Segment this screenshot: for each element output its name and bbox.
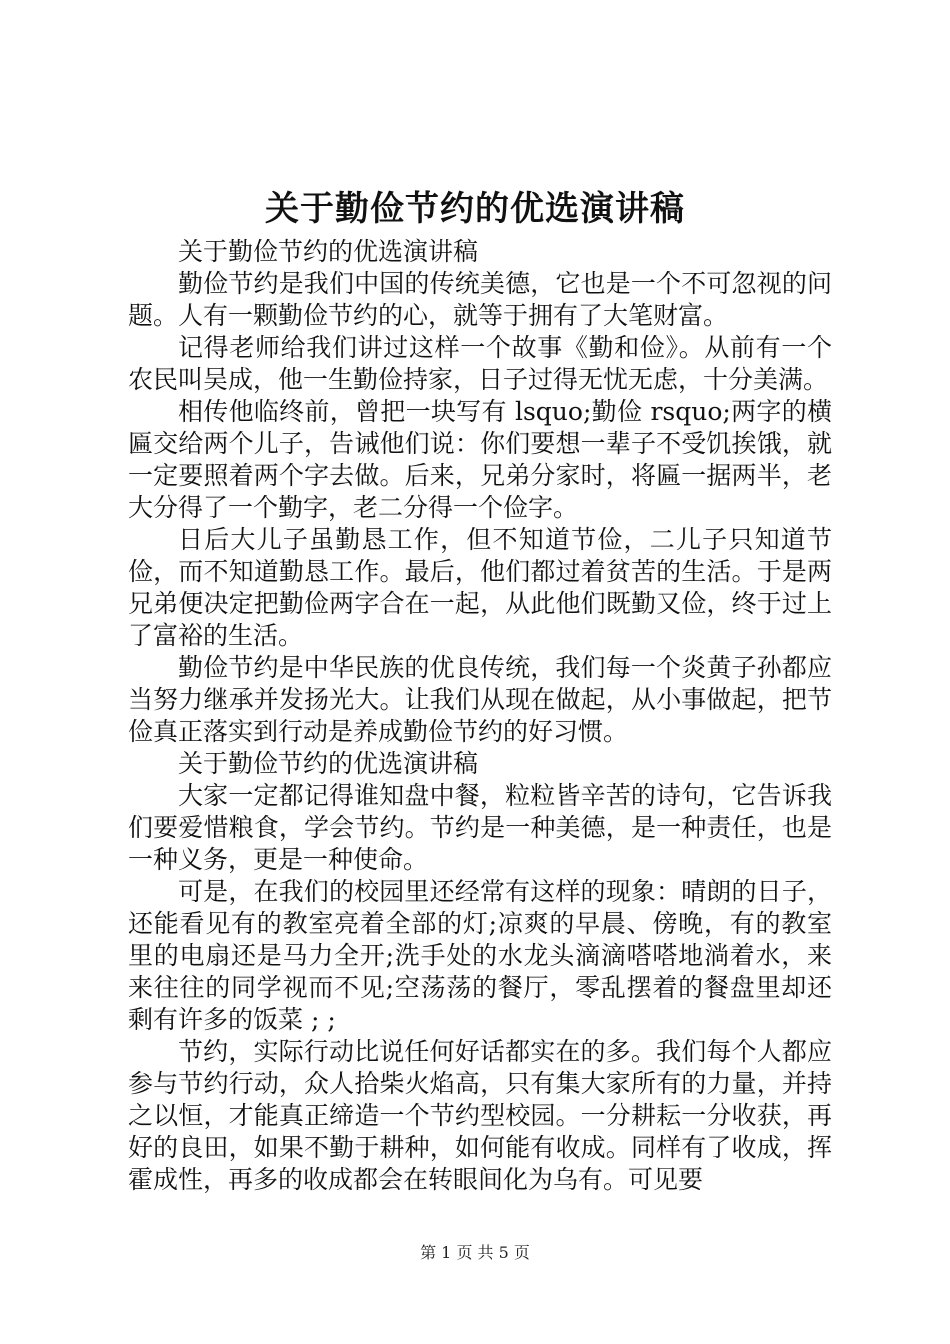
document-title: 关于勤俭节约的优选演讲稿 bbox=[265, 189, 685, 229]
paragraph: 大家一定都记得谁知盘中餐，粒粒皆辛苦的诗句，它告诉我们要爱惜粮食，学会节约。节约是一种美德，是一种责任，也是一种义务，更是一种使命。 bbox=[128, 781, 832, 874]
document-body bbox=[128, 236, 832, 1196]
paragraph: 可是，在我们的校园里还经常有这样的现象：晴朗的日子，还能看见有的教室亮着全部的灯;凉爽的早晨、傍晚，有的教室里的电扇还是马力全开;洗手处的水龙头滴滴嗒嗒地淌着水，来来往往的同学视而不见;空荡荡的餐厅，零乱摆着的餐盘里却还剩有许多的饭菜 ; ; bbox=[128, 877, 832, 1034]
paragraph: 勤俭节约是我们中国的传统美德，它也是一个不可忽视的问题。人有一颗勤俭节约的心，就等于拥有了大笔财富。 bbox=[128, 269, 832, 330]
paragraph: 日后大儿子虽勤恳工作，但不知道节俭，二儿子只知道节俭，而不知道勤恳工作。最后，他们都过着贫苦的生活。于是两兄弟便决定把勤俭两字合在一起，从此他们既勤又俭，终于过上了富裕的生活。 bbox=[128, 525, 832, 650]
paragraph-heading-2: 关于勤俭节约的优选演讲稿 bbox=[178, 749, 479, 778]
paragraph: 记得老师给我们讲过这样一个故事《勤和俭》。从前有一个农民叫吴成，他一生勤俭持家，日子过得无忧无虑，十分美满。 bbox=[128, 333, 832, 394]
page-number-footer: 第 1 页 共 5 页 bbox=[420, 1243, 530, 1262]
paragraph: 节约，实际行动比说任何好话都实在的多。我们每个人都应参与节约行动，众人拾柴火焰高，只有集大家所有的力量，并持之以恒，才能真正缔造一个节约型校园。一分耕耘一分收获，再好的良田，如果不勤于耕种，如何能有收成。同样有了收成，挥霍成性，再多的收成都会在转眼间化为乌有。可见要 bbox=[128, 1037, 832, 1194]
paragraph: 勤俭节约是中华民族的优良传统，我们每一个炎黄子孙都应当努力继承并发扬光大。让我们从现在做起，从小事做起，把节俭真正落实到行动是养成勤俭节约的好习惯。 bbox=[128, 653, 832, 746]
paragraph-heading-1: 关于勤俭节约的优选演讲稿 bbox=[178, 237, 479, 266]
paragraph: 相传他临终前，曾把一块写有 lsquo;勤俭 rsquo;两字的横匾交给两个儿子，告诫他们说：你们要想一辈子不受饥挨饿，就一定要照着两个字去做。后来，兄弟分家时，将匾一据两半，老大分得了一个勤字，老二分得一个俭字。 bbox=[128, 397, 832, 522]
